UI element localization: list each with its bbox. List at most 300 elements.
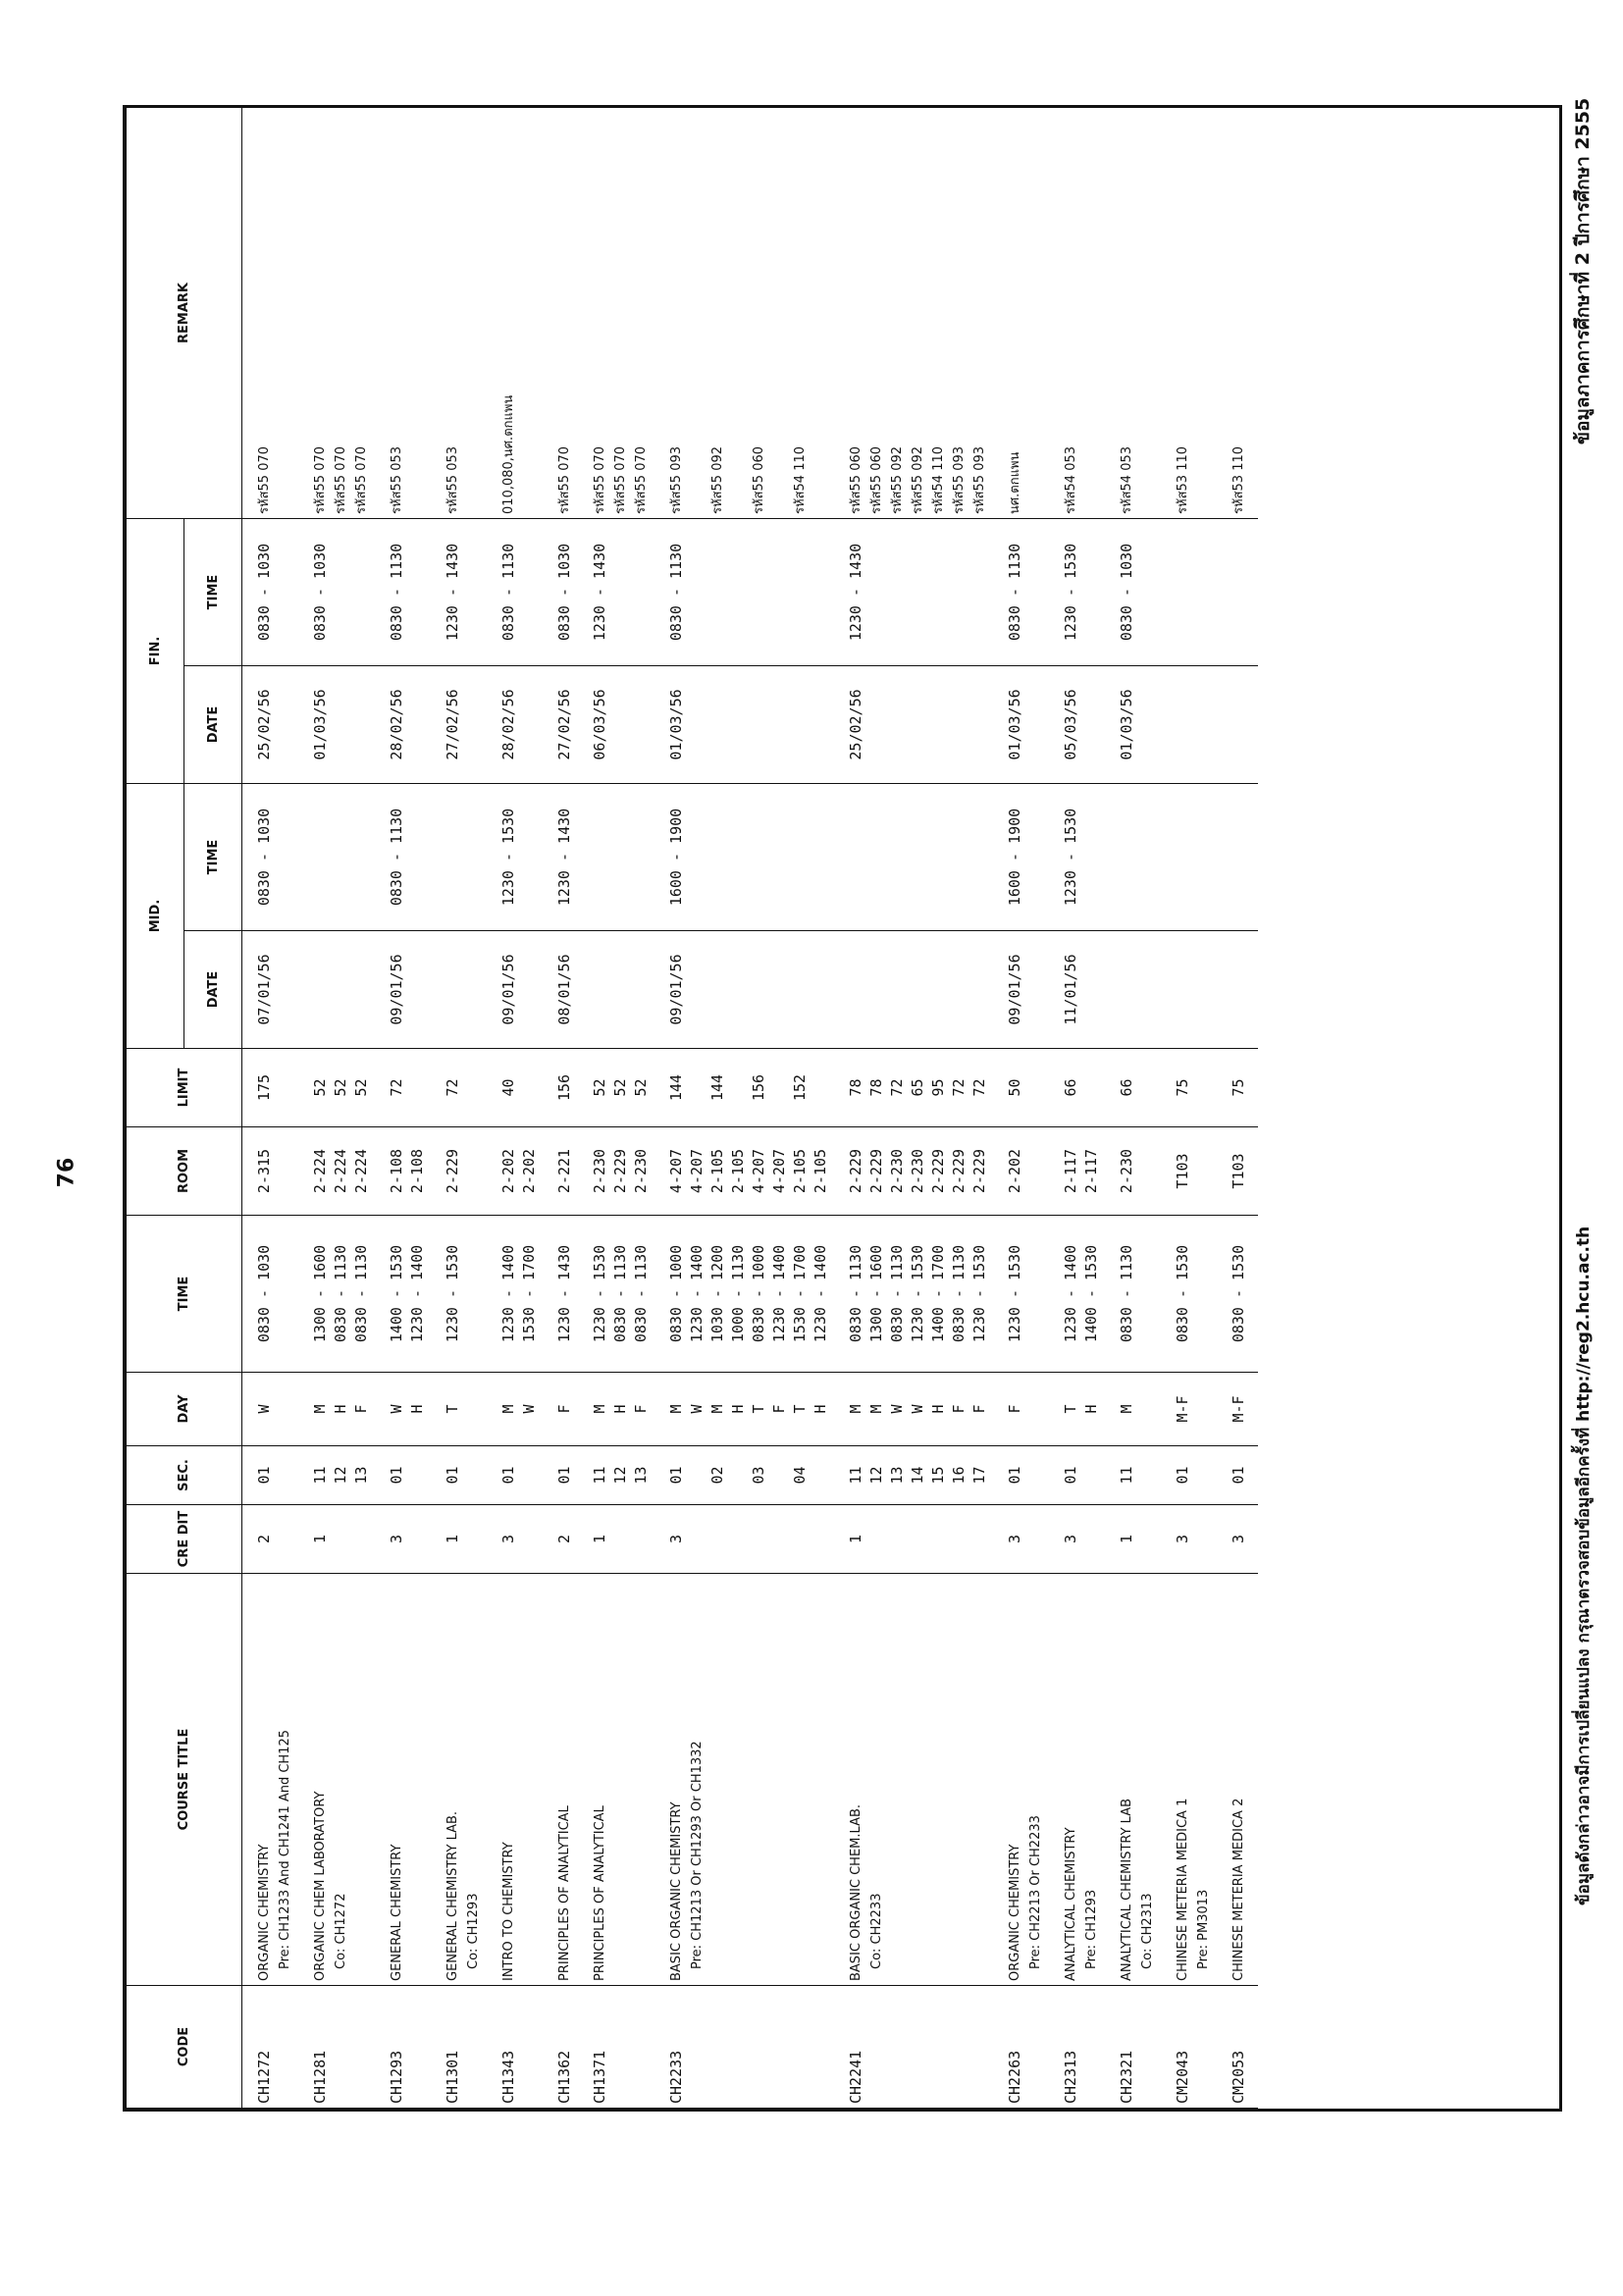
midterm-date-cell [543, 931, 578, 1049]
final-time: 0830 - 1130 [1006, 543, 1023, 642]
section-number: 11 [311, 1466, 329, 1485]
class-room: 2-202 [520, 1148, 538, 1194]
class-room: 4-207 [667, 1148, 685, 1194]
table-row [543, 107, 578, 2108]
final-time: 1230 - 1530 [1062, 543, 1079, 642]
section-number-cell [654, 1446, 834, 1505]
section-number-cell [431, 1446, 487, 1505]
class-time: 1530 - 1700 [791, 1244, 809, 1343]
course-title-cell [578, 1574, 654, 1986]
remark [687, 112, 707, 514]
section-number-cell [1217, 1446, 1252, 1505]
midterm-time-cell [993, 783, 1049, 930]
course-title-cell [1217, 1574, 1252, 1986]
section-number: 11 [591, 1466, 608, 1485]
midterm-date-cell [1049, 931, 1105, 1049]
class-room: 2-230 [888, 1148, 906, 1194]
class-time-cell [1105, 1216, 1161, 1373]
course-title: ORGANIC CHEMISTRY [1008, 1844, 1022, 1981]
remark-cell [1217, 107, 1252, 518]
course-title-cell [242, 1574, 299, 1986]
course-code-cell [1049, 1986, 1105, 2109]
remark: รหัส55 053 [445, 445, 460, 514]
final-time: 0830 - 1130 [388, 543, 405, 642]
section-number [728, 1450, 749, 1500]
course-title: ANALYTICAL CHEMISTRY LAB [1120, 1798, 1134, 1981]
remark-cell [1049, 107, 1105, 518]
section-number-cell [1049, 1446, 1105, 1505]
enrollment-limit-cell [654, 1049, 834, 1127]
section-number: 14 [909, 1466, 926, 1485]
final-time: 0830 - 1030 [1118, 543, 1135, 642]
remark: รหัส55 070 [613, 445, 628, 514]
table-row [578, 107, 654, 2108]
course-title-cell [834, 1574, 993, 1986]
class-day-cell [487, 1373, 543, 1446]
final-date: 25/02/56 [255, 689, 273, 760]
section-number-cell [242, 1446, 299, 1505]
course-credit: 3 [388, 1534, 405, 1544]
remark-cell [242, 107, 299, 518]
class-room: 2-117 [1082, 1148, 1100, 1194]
class-room: 2-202 [499, 1148, 517, 1194]
midterm-time: 1230 - 1430 [555, 808, 573, 907]
remark-cell [1105, 107, 1161, 518]
remark-cell [298, 107, 375, 518]
section-number: 01 [444, 1466, 461, 1485]
class-time: 1230 - 1430 [555, 1244, 573, 1343]
class-day: M [847, 1404, 864, 1414]
enrollment-limit: 52 [591, 1078, 608, 1097]
section-number: 01 [1230, 1466, 1247, 1485]
course-credit: 1 [444, 1534, 461, 1544]
enrollment-limit: 66 [1118, 1078, 1135, 1097]
course-code-cell [654, 1986, 834, 2109]
class-room: 2-230 [909, 1148, 926, 1194]
remark-cell [375, 107, 431, 518]
class-day: T [444, 1404, 461, 1414]
class-room-cell [578, 1127, 654, 1216]
class-room-cell [834, 1127, 993, 1216]
course-credit: 3 [1174, 1534, 1191, 1544]
schedule-table-rotated [126, 108, 1559, 2109]
class-day: M [591, 1404, 608, 1414]
class-day-cell [1105, 1373, 1161, 1446]
final-time: 0830 - 1030 [311, 543, 329, 642]
enrollment-limit: 78 [867, 1078, 885, 1097]
course-credit-cell [431, 1505, 487, 1574]
class-day: H [812, 1404, 829, 1414]
class-room: 2-105 [729, 1148, 747, 1194]
course-prerequisite: Pre: CH1233 And CH1241 And CH125 [278, 1729, 292, 1969]
section-number-cell [578, 1446, 654, 1505]
course-title: ORGANIC CHEMISTRY [257, 1844, 272, 1981]
class-room: 2-108 [408, 1148, 426, 1194]
class-day: M [708, 1404, 726, 1414]
midterm-date-cell [1217, 931, 1252, 1049]
class-time: 0830 - 1130 [611, 1244, 629, 1343]
enrollment-limit-cell [375, 1049, 431, 1127]
course-title: BASIC ORGANIC CHEM.LAB. [849, 1803, 864, 1981]
remark: รหัส53 110 [1176, 445, 1190, 514]
class-day: T [1062, 1404, 1079, 1414]
class-room: 2-105 [708, 1148, 726, 1194]
remark: รหัส55 070 [334, 445, 348, 514]
header-mid: MID. [127, 783, 184, 1048]
class-room: 2-229 [929, 1148, 947, 1194]
course-credit: 1 [1118, 1534, 1135, 1544]
class-time-cell [375, 1216, 431, 1373]
course-code: CH1343 [499, 2050, 517, 2104]
midterm-date: 09/01/56 [1006, 954, 1023, 1025]
enrollment-limit: 156 [555, 1073, 573, 1102]
table-filler-row [1252, 107, 1258, 2108]
course-credit: 1 [591, 1534, 608, 1544]
enrollment-limit-cell [1105, 1049, 1161, 1127]
midterm-date: 08/01/56 [555, 954, 573, 1025]
course-credit: 3 [1006, 1534, 1023, 1544]
remark: รหัส55 093 [972, 445, 987, 514]
enrollment-limit: 72 [970, 1078, 988, 1097]
class-room: 2-117 [1062, 1148, 1079, 1194]
course-code-cell [487, 1986, 543, 2109]
enrollment-limit: 144 [708, 1073, 726, 1102]
class-room-cell [1217, 1127, 1252, 1216]
class-time: 1230 - 1400 [812, 1244, 829, 1343]
class-day-cell [431, 1373, 487, 1446]
class-time-cell [993, 1216, 1049, 1373]
class-room: 2-229 [970, 1148, 988, 1194]
course-title: CHINESE METERIA MEDICA 1 [1176, 1798, 1190, 1981]
final-date-cell [993, 665, 1049, 783]
remark [728, 112, 749, 514]
course-credit-cell [654, 1505, 834, 1574]
class-room: T103 [1230, 1153, 1247, 1189]
enrollment-limit-cell [1217, 1049, 1252, 1127]
midterm-date-cell [993, 931, 1049, 1049]
class-day: T [791, 1404, 809, 1414]
midterm-time-cell [375, 783, 431, 930]
class-time: 1230 - 1530 [444, 1244, 461, 1343]
remark: รหัส55 092 [710, 445, 725, 514]
course-title-cell [543, 1574, 578, 1986]
class-room-cell [1161, 1127, 1217, 1216]
midterm-time-cell [1217, 783, 1252, 930]
course-code-cell [431, 1986, 487, 2109]
enrollment-limit: 50 [1006, 1078, 1023, 1097]
course-code-cell [242, 1986, 299, 2109]
course-prerequisite: Pre: CH1293 [1084, 1889, 1099, 1969]
final-date: 25/02/56 [847, 689, 864, 760]
class-time: 1230 - 1400 [499, 1244, 517, 1343]
course-credit: 2 [255, 1534, 273, 1544]
remark: นศ.ตกแพน [1008, 451, 1022, 514]
section-number [769, 1450, 790, 1500]
final-time-cell [1217, 518, 1252, 665]
course-title: PRINCIPLES OF ANALYTICAL [593, 1805, 607, 1981]
course-code-cell [834, 1986, 993, 2109]
enrollment-limit-cell [1049, 1049, 1105, 1127]
section-number: 03 [750, 1466, 767, 1485]
remark: รหัส55 053 [390, 445, 404, 514]
class-time: 1400 - 1530 [388, 1244, 405, 1343]
course-title-cell [1105, 1574, 1161, 1986]
final-time-cell [487, 518, 543, 665]
final-time-cell [993, 518, 1049, 665]
final-time-cell [298, 518, 375, 665]
class-time: 0830 - 1000 [750, 1244, 767, 1343]
class-time: 1230 - 1530 [909, 1244, 926, 1343]
class-room: 4-207 [770, 1148, 788, 1194]
class-day: F [950, 1404, 968, 1414]
class-day: M-F [1230, 1395, 1247, 1423]
class-room-cell [487, 1127, 543, 1216]
table-row [654, 107, 834, 2108]
final-date-cell [1217, 665, 1252, 783]
course-code-cell [543, 1986, 578, 2109]
semester-header-note: ข้อมูลภาคการศึกษาที่ 2 ปีการศึกษา 2555 [1572, 97, 1594, 444]
class-time: 0830 - 1130 [332, 1244, 349, 1343]
enrollment-limit [811, 1053, 831, 1122]
header-room: ROOM [127, 1127, 242, 1216]
course-code: CH2321 [1118, 2050, 1135, 2104]
final-time: 0830 - 1130 [667, 543, 685, 642]
class-time: 1230 - 1400 [408, 1244, 426, 1343]
class-room-cell [242, 1127, 299, 1216]
class-day: H [332, 1404, 349, 1414]
course-title-cell [654, 1574, 834, 1986]
class-room-cell [543, 1127, 578, 1216]
class-day: W [688, 1404, 706, 1414]
class-room: 2-202 [1006, 1148, 1023, 1194]
section-number: 15 [929, 1466, 947, 1485]
course-title: CHINESE METERIA MEDICA 2 [1231, 1798, 1246, 1981]
course-credit-cell [1049, 1505, 1105, 1574]
remark: 010,080,นศ.ตกแพน [501, 394, 516, 514]
course-title-cell [431, 1574, 487, 1986]
class-time-cell [578, 1216, 654, 1373]
final-time-cell [543, 518, 578, 665]
class-time: 0830 - 1530 [1174, 1244, 1191, 1343]
final-date-cell [1161, 665, 1217, 783]
header-fin-date: DATE [184, 665, 242, 783]
final-date: 01/03/56 [667, 689, 685, 760]
header-course-title: COURSE TITLE [127, 1574, 242, 1986]
class-time: 1000 - 1130 [729, 1244, 747, 1343]
midterm-time-cell [543, 783, 578, 930]
class-time: 1230 - 1530 [1006, 1244, 1023, 1343]
final-date: 27/02/56 [444, 689, 461, 760]
midterm-time: 1600 - 1900 [1006, 808, 1023, 907]
remark: รหัส55 060 [849, 445, 864, 514]
midterm-time-cell [487, 783, 543, 930]
class-room: 2-224 [332, 1148, 349, 1194]
course-prerequisite: Pre: CH2213 Or CH2233 [1028, 1815, 1043, 1969]
class-day-cell [1217, 1373, 1252, 1446]
remark-cell [654, 107, 834, 518]
remark-cell [578, 107, 654, 518]
class-time: 1300 - 1600 [311, 1244, 329, 1343]
class-time: 0830 - 1530 [1230, 1244, 1247, 1343]
enrollment-limit: 72 [388, 1078, 405, 1097]
enrollment-limit: 144 [667, 1073, 685, 1102]
table-row [1105, 107, 1161, 2108]
enrollment-limit-cell [993, 1049, 1049, 1127]
course-code: CH2233 [667, 2050, 685, 2104]
class-room: 2-229 [444, 1148, 461, 1194]
header-remark: REMARK [127, 107, 242, 518]
course-code: CH1362 [555, 2050, 573, 2104]
header-credit: CRE DIT [127, 1505, 242, 1574]
course-credit-cell [1217, 1505, 1252, 1574]
final-time: 0830 - 1030 [555, 543, 573, 642]
midterm-date: 11/01/56 [1062, 954, 1079, 1025]
final-time-cell [654, 518, 834, 665]
class-day-cell [993, 1373, 1049, 1446]
enrollment-limit: 72 [888, 1078, 906, 1097]
midterm-time-cell [1049, 783, 1105, 930]
midterm-date-cell [654, 931, 834, 1049]
class-day: H [729, 1404, 747, 1414]
class-room-cell [1049, 1127, 1105, 1216]
course-title: PRINCIPLES OF ANALYTICAL [557, 1805, 572, 1981]
class-day: M [867, 1404, 885, 1414]
class-day-cell [654, 1373, 834, 1446]
class-time: 0830 - 1130 [352, 1244, 370, 1343]
remark: รหัส55 070 [354, 445, 369, 514]
course-credit: 3 [1062, 1534, 1079, 1544]
class-day: H [929, 1404, 947, 1414]
final-date: 27/02/56 [555, 689, 573, 760]
class-day: F [1006, 1404, 1023, 1414]
final-date-cell [487, 665, 543, 783]
final-date-cell [1049, 665, 1105, 783]
remark-cell [487, 107, 543, 518]
enrollment-limit: 52 [332, 1078, 349, 1097]
table-row [242, 107, 299, 2108]
midterm-time-cell [431, 783, 487, 930]
section-number-cell [487, 1446, 543, 1505]
class-time-cell [487, 1216, 543, 1373]
class-time: 0830 - 1130 [847, 1244, 864, 1343]
section-number: 01 [1062, 1466, 1079, 1485]
course-title: GENERAL CHEMISTRY [390, 1844, 404, 1981]
enrollment-limit: 52 [632, 1078, 650, 1097]
section-number: 02 [708, 1466, 726, 1485]
enrollment-limit-cell [242, 1049, 299, 1127]
class-time: 0830 - 1030 [255, 1244, 273, 1343]
final-date: 01/03/56 [311, 689, 329, 760]
course-code-cell [993, 1986, 1049, 2109]
course-code: CH1293 [388, 2050, 405, 2104]
remark [769, 112, 790, 514]
class-time: 1030 - 1200 [708, 1244, 726, 1343]
class-day: F [555, 1404, 573, 1414]
remark: รหัส53 110 [1231, 445, 1246, 514]
final-time-cell [375, 518, 431, 665]
course-code-cell [578, 1986, 654, 2109]
final-time: 1230 - 1430 [444, 543, 461, 642]
class-time-cell [1217, 1216, 1252, 1373]
remark: รหัส55 070 [313, 445, 328, 514]
class-day: F [770, 1404, 788, 1414]
header-mid-date: DATE [184, 931, 242, 1049]
remark-cell [1161, 107, 1217, 518]
course-code: CH1301 [444, 2050, 461, 2104]
schedule-table-frame [123, 105, 1562, 2112]
enrollment-limit: 156 [750, 1073, 767, 1102]
class-room: 2-105 [791, 1148, 809, 1194]
table-row [487, 107, 543, 2108]
course-title-cell [993, 1574, 1049, 1986]
class-time: 1230 - 1530 [970, 1244, 988, 1343]
course-code-cell [1217, 1986, 1252, 2109]
enrollment-limit-cell [578, 1049, 654, 1127]
course-code: CM2043 [1174, 2050, 1191, 2104]
class-room: 2-229 [950, 1148, 968, 1194]
midterm-date-cell [375, 931, 431, 1049]
class-day: M [1118, 1404, 1135, 1414]
class-room-cell [431, 1127, 487, 1216]
section-number [811, 1450, 831, 1500]
course-title-cell [298, 1574, 375, 1986]
course-code: CH1281 [311, 2050, 329, 2104]
course-title-cell [1049, 1574, 1105, 1986]
midterm-time-cell [654, 783, 834, 930]
class-room: 4-207 [750, 1148, 767, 1194]
class-day-cell [834, 1373, 993, 1446]
final-date: 01/03/56 [1118, 689, 1135, 760]
final-date-cell [654, 665, 834, 783]
course-prerequisite: Pre: PM3013 [1196, 1889, 1211, 1969]
class-time-cell [654, 1216, 834, 1373]
section-number: 04 [791, 1466, 809, 1485]
midterm-date-cell [1105, 931, 1161, 1049]
course-credit: 3 [499, 1534, 517, 1544]
final-date-cell [834, 665, 993, 783]
final-date: 06/03/56 [591, 689, 608, 760]
midterm-time: 1230 - 1530 [499, 808, 517, 907]
course-prerequisite: Co: CH2233 [869, 1893, 884, 1969]
class-day-cell [543, 1373, 578, 1446]
class-time-cell [1049, 1216, 1105, 1373]
disclaimer-footer-note: ข้อมูลดังกล่าวอาจมีการเปลี่ยนแปลง กรุณาตรวจสอบข้อมูลอีกครั้งที่ http://reg2.hcu.ac.th [1574, 1226, 1594, 1905]
class-room: 2-229 [847, 1148, 864, 1194]
final-time-cell [1105, 518, 1161, 665]
midterm-date-cell [578, 931, 654, 1049]
final-time-cell [578, 518, 654, 665]
final-time-cell [834, 518, 993, 665]
class-day-cell [375, 1373, 431, 1446]
final-time-cell [431, 518, 487, 665]
course-code: CH2263 [1006, 2050, 1023, 2104]
enrollment-limit-cell [431, 1049, 487, 1127]
midterm-date-cell [1161, 931, 1217, 1049]
midterm-date-cell [242, 931, 299, 1049]
course-code: CH1272 [255, 2050, 273, 2104]
remark-cell [543, 107, 578, 518]
remark: รหัส54 110 [793, 445, 808, 514]
course-title-cell [375, 1574, 431, 1986]
section-number: 01 [1174, 1466, 1191, 1485]
course-credit-cell [375, 1505, 431, 1574]
course-credit: 3 [1230, 1534, 1247, 1544]
final-date-cell [578, 665, 654, 783]
class-day: T [750, 1404, 767, 1414]
class-time-cell [1161, 1216, 1217, 1373]
course-title-cell [1161, 1574, 1217, 1986]
header-code: CODE [127, 1986, 242, 2109]
